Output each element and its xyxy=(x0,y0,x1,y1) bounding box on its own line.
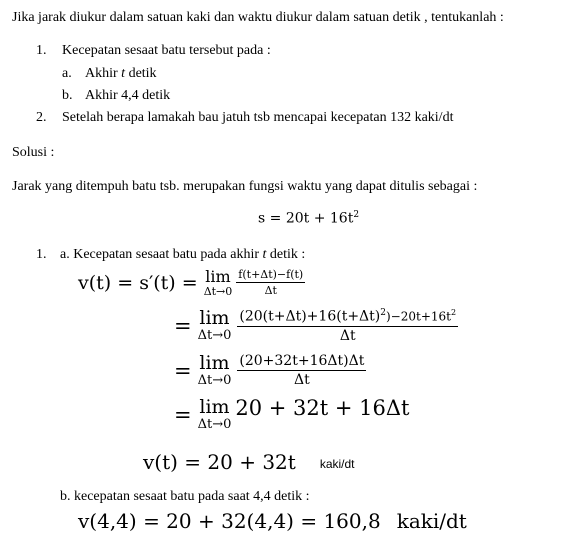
derivative-line-3 xyxy=(174,353,366,388)
velocity-result xyxy=(143,450,355,474)
distance-formula xyxy=(258,210,359,227)
difference-quotient-3-numerator: (20+32t+16Δt)Δt xyxy=(239,353,365,369)
difference-quotient-3-denominator: Δt xyxy=(293,372,310,388)
part-a-number: 1. xyxy=(36,247,47,262)
part-b-result xyxy=(78,509,467,533)
limit-4-expression: 20 + 32t + 16Δt xyxy=(235,395,410,420)
limit-1 xyxy=(203,266,233,298)
part-b-expr: v(4,4) = 20 + 32(4,4) = 160,8 xyxy=(78,509,381,533)
velocity-result-unit: kaki/dt xyxy=(319,457,355,471)
solusi-label: Solusi : xyxy=(12,145,55,160)
equals-3: = xyxy=(174,358,192,383)
intro-text: Jika jarak diukur dalam satuan kaki dan waktu diukur dalam satuan detik , tentukanlah : xyxy=(12,10,504,25)
question-a-text xyxy=(85,66,157,82)
part-a-label-post: detik : xyxy=(266,247,306,262)
distance-formula-exponent: 2 xyxy=(353,210,360,220)
difference-quotient-2 xyxy=(237,308,458,344)
question-1-number: 1. xyxy=(36,43,47,58)
limit-2 xyxy=(198,309,232,342)
difference-quotient-3 xyxy=(237,353,366,388)
limit-4-word: lim xyxy=(199,396,230,418)
derivative-line-4 xyxy=(174,395,410,432)
limit-3 xyxy=(198,354,232,387)
limit-3-sub: Δt→0 xyxy=(197,373,232,388)
difference-quotient-2-denominator: Δt xyxy=(339,327,356,344)
limit-4-sub: Δt→0 xyxy=(197,417,232,432)
part-b-unit: kaki/dt xyxy=(396,509,467,533)
question-a-var: t xyxy=(121,66,126,81)
part-a-label-var: t xyxy=(262,247,267,262)
question-a-text-pre: Akhir xyxy=(85,66,122,81)
question-2-number: 2. xyxy=(36,110,47,125)
question-b-letter: b. xyxy=(62,88,73,103)
equals-2: = xyxy=(174,313,192,338)
difference-quotient-1-denominator: Δt xyxy=(264,284,277,297)
limit-3-word: lim xyxy=(199,352,230,374)
difference-quotient-2-numerator xyxy=(237,308,458,327)
part-b-label: b. kecepatan sesaat batu pada saat 4,4 detik : xyxy=(60,489,310,504)
derivative-line-1 xyxy=(78,268,305,297)
limit-1-word: lim xyxy=(205,266,231,286)
difference-quotient-1-numerator: f(t+Δt)−f(t) xyxy=(238,268,304,281)
question-a-letter: a. xyxy=(62,66,72,81)
dq2-num-exp2: 2 xyxy=(450,308,457,317)
part-a-label-pre: a. Kecepatan sesaat batu pada akhir xyxy=(60,247,263,262)
dq2-num-exp: 2 xyxy=(380,308,386,318)
dq2-num-part-a: (20(t+Δt)+16(t+Δt) xyxy=(239,308,381,325)
derivative-line-2 xyxy=(174,308,458,344)
limit-2-word: lim xyxy=(199,307,230,330)
question-a-text-post: detik xyxy=(125,66,157,81)
solution-intro: Jarak yang ditempuh batu tsb. merupakan fungsi waktu yang dapat ditulis sebagai : xyxy=(12,179,478,194)
difference-quotient-1 xyxy=(236,268,305,297)
distance-formula-text: s = 20t + 16t xyxy=(258,210,354,227)
question-2-text: Setelah berapa lamakah bau jatuh tsb mencapai kecepatan 132 kaki/dt xyxy=(62,110,454,125)
limit-1-sub: Δt→0 xyxy=(203,284,233,298)
velocity-result-expr: v(t) = 20 + 32t xyxy=(143,450,296,474)
dq2-num-part-b: )−20t+16t xyxy=(385,309,451,324)
question-b-text: Akhir 4,4 detik xyxy=(85,88,171,103)
question-1-text: Kecepatan sesaat batu tersebut pada : xyxy=(62,43,271,58)
limit-2-sub: Δt→0 xyxy=(197,328,232,344)
equals-4: = xyxy=(174,402,192,427)
limit-4 xyxy=(198,398,232,431)
part-a-label xyxy=(60,247,305,263)
derivative-lhs: v(t) = s′(t) = xyxy=(78,271,198,294)
